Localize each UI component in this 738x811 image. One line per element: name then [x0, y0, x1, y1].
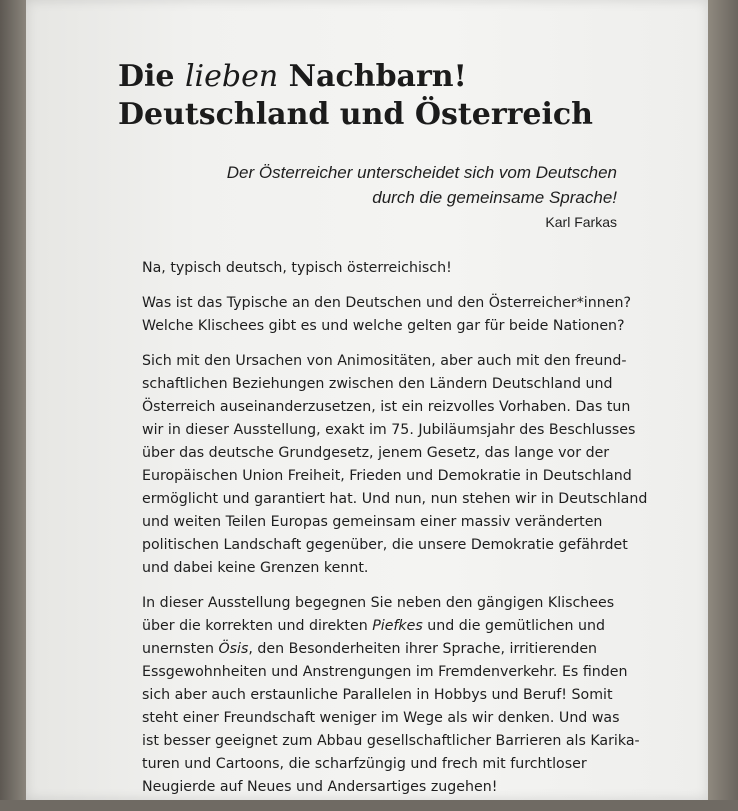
- text-line: Neugierde auf Neues und Andersartiges zugehen!: [142, 779, 498, 795]
- title-line-2: Deutschland und Österreich: [118, 97, 593, 132]
- text-line: ist besser geeignet zum Abbau gesellschaftlicher Barrieren als Karika-: [142, 733, 640, 749]
- wall-left: [0, 0, 26, 800]
- text-line: turen und Cartoons, die scharfzüngig und frech mit furchtloser: [142, 756, 587, 772]
- term-piefkes: Piefkes: [372, 618, 423, 634]
- title-part1: Die: [118, 59, 185, 94]
- paragraph-context: [142, 350, 656, 580]
- quote-block: [157, 160, 617, 232]
- exhibition-panel: [26, 0, 708, 800]
- quote-line: durch die gemeinsame Sprache!: [372, 188, 617, 207]
- text-line: [142, 615, 656, 638]
- text-line: schaftlichen Beziehungen zwischen den Ländern Deutschland und: [142, 376, 613, 392]
- quote-text: [157, 160, 617, 210]
- paragraph-intro: [142, 257, 656, 280]
- quote-line: Der Österreicher unterscheidet sich vom Deutschen: [226, 163, 617, 182]
- text-segment: , den Besonderheiten ihrer Sprache, irritierenden: [248, 641, 598, 657]
- title-line-1: [118, 58, 658, 96]
- text-line: Essgewohnheiten und Anstrengungen im Fremdenverkehr. Es finden: [142, 664, 628, 680]
- paragraph-questions: [142, 292, 656, 338]
- text-segment: und die gemütlichen und: [422, 618, 605, 634]
- text-line: und weiten Teilen Europas gemeinsam einer massiv veränderten: [142, 514, 603, 530]
- text-line: Was ist das Typische an den Deutschen und den Österreicher*innen?: [142, 295, 631, 311]
- text-line: wir in dieser Ausstellung, exakt im 75. Jubiläumsjahr des Beschlusses: [142, 422, 636, 438]
- text-line: [142, 638, 656, 661]
- text-line: Na, typisch deutsch, typisch österreichisch!: [142, 260, 452, 276]
- text-line: Österreich auseinanderzusetzen, ist ein reizvolles Vorhaben. Das tun: [142, 399, 631, 415]
- quote-author: Karl Farkas: [545, 214, 617, 230]
- page-title: [118, 58, 658, 134]
- text-line: In dieser Ausstellung begegnen Sie neben den gängigen Klischees: [142, 595, 615, 611]
- text-line: politischen Landschaft gegenüber, die unsere Demokratie gefährdet: [142, 537, 628, 553]
- text-line: steht einer Freundschaft weniger im Wege als wir denken. Und was: [142, 710, 620, 726]
- text-line: und dabei keine Grenzen kennt.: [142, 560, 369, 576]
- title-part2: Nachbarn!: [278, 59, 467, 94]
- text-line: über das deutsche Grundgesetz, jenem Gesetz, das lange vor der: [142, 445, 610, 461]
- term-oesis: Ösis: [218, 641, 249, 657]
- text-segment: über die korrekten und direkten: [142, 618, 373, 634]
- text-line: Europäischen Union Freiheit, Frieden und Demokratie in Deutschland: [142, 468, 632, 484]
- text-line: Sich mit den Ursachen von Animositäten, aber auch mit den freund-: [142, 353, 627, 369]
- text-line: sich aber auch erstaunliche Parallelen in Hobbys und Beruf! Somit: [142, 687, 613, 703]
- wall-right: [708, 0, 738, 800]
- text-line: Welche Klischees gibt es und welche gelten gar für beide Nationen?: [142, 318, 625, 334]
- paragraph-exhibition: [142, 592, 656, 799]
- text-line: ermöglicht und garantiert hat. Und nun, nun stehen wir in Deutschland: [142, 491, 648, 507]
- title-emphasis: lieben: [184, 59, 279, 94]
- body-text: [142, 257, 656, 811]
- text-segment: unernsten: [142, 641, 219, 657]
